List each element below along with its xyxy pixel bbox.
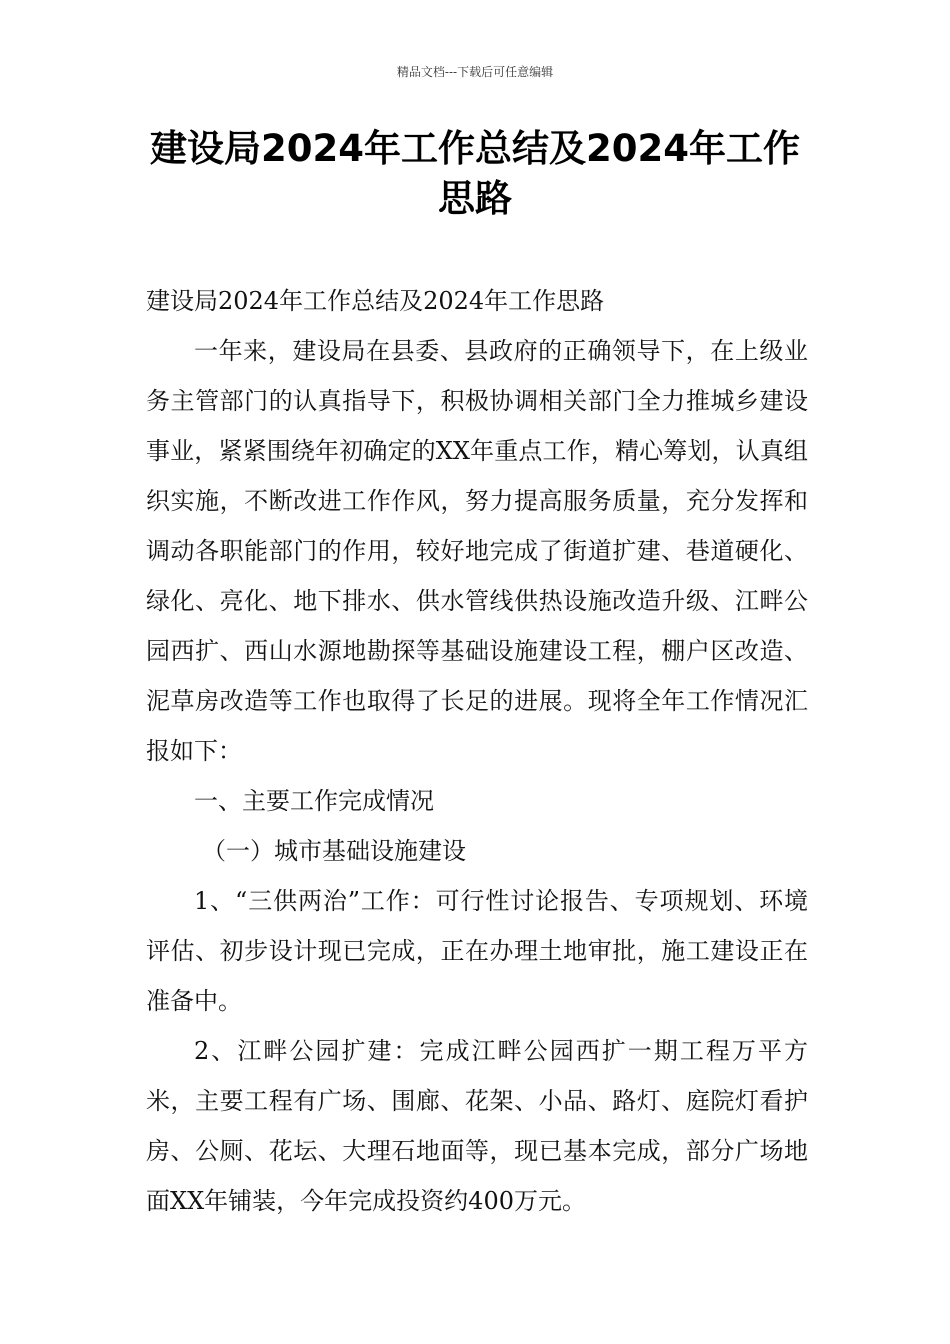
title-line-2: 思路 (438, 177, 512, 220)
item-paragraph-1: 1、“三供两治”工作：可行性讨论报告、专项规划、环境评估、初步设计现已完成，正在办理土地审批，施工建设正在准备中。 (146, 887, 808, 1015)
section-heading-1: 一、主要工作完成情况 (194, 787, 434, 815)
item-paragraph-2: 2、江畔公园扩建：完成江畔公园西扩一期工程万平方米，主要工程有广场、围廊、花架、小品、路灯、庭院灯看护房、公厕、花坛、大理石地面等，现已基本完成，部分广场地面XX年铺装，今年完成投资约400万元。 (146, 1037, 808, 1215)
document-title (120, 124, 830, 224)
header-note: 精品文档---下载后可任意编辑 (396, 65, 554, 79)
subtitle-paragraph: 建设局2024年工作总结及2024年工作思路 (146, 287, 605, 315)
document-body (146, 276, 808, 1226)
title-line-1: 建设局2024年工作总结及2024年工作 (150, 127, 800, 170)
intro-paragraph: 一年来，建设局在县委、县政府的正确领导下，在上级业务主管部门的认真指导下，积极协调相关部门全力推城乡建设事业，紧紧围绕年初确定的XX年重点工作，精心筹划，认真组织实施，不断改进工作作风，努力提高服务质量，充分发挥和调动各职能部门的作用，较好地完成了街道扩建、巷道硬化、绿化、亮化、地下排水、供水管线供热设施改造升级、江畔公园西扩、西山水源地勘探等基础设施建设工程，棚户区改造、泥草房改造等工作也取得了长足的进展。现将全年工作情况汇报如下： (146, 337, 808, 765)
subsection-heading-1: （一）城市基础设施建设 (202, 837, 466, 865)
